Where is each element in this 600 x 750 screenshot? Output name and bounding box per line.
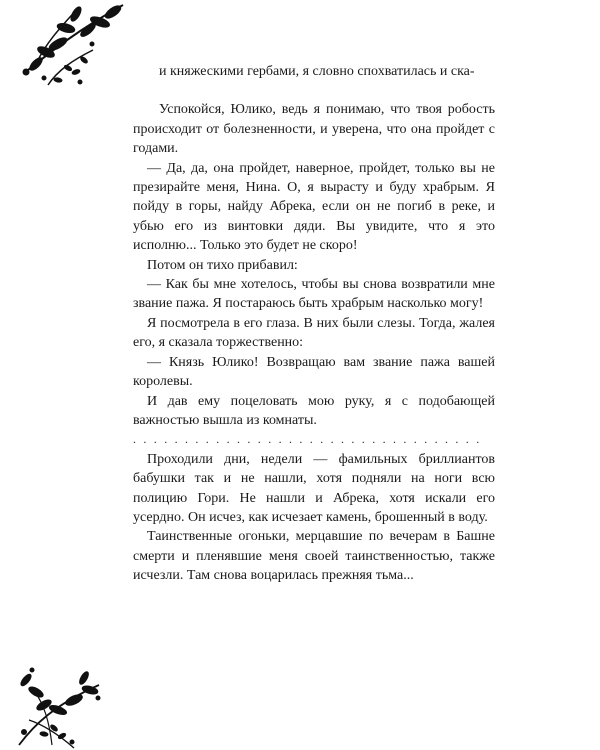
paragraph: Я посмотрела в его глаза. В них были слезы. Тогда, жалея его, я сказала торжественно: bbox=[133, 315, 495, 351]
paragraph: — Как бы мне хотелось, чтобы вы снова возвратили мне звание пажа. Я постараюсь быть храбрым насколько могу! bbox=[133, 277, 495, 312]
paragraph: и княжескими гербами, я словно спохватилась и ска- bbox=[159, 64, 475, 79]
section-divider-dots: . . . . . . . . . . . . . . . . . . . . . . . . . . . . . . . . . . bbox=[133, 432, 482, 447]
floral-ornament-bottom-icon bbox=[14, 650, 109, 750]
paragraph: Успокойся, Юлико, ведь я понимаю, что твоя робость происходит от болезненности, и уверена, что она пройдет с годами. bbox=[133, 102, 495, 157]
paragraph: Потом он тихо прибавил: bbox=[147, 257, 298, 273]
paragraph: И дав ему поцеловать мою руку, я с подобающей важностью вышла из комнаты. bbox=[133, 393, 495, 428]
paragraph: Таинственные огоньки, мерцавшие по вечерам в Башне смерти и пленявшие меня своей таинственностью, также исчезли. Там снова воцарилась прежняя тьма... bbox=[133, 529, 495, 584]
paragraph: Проходили дни, недели — фамильных бриллиантов бабушки так и не нашли, хотя подняли на ноги всю полицию Гори. Не нашли и Абрека, хотя искали его усердно. Он исчез, как исчезает камень, брошенный в воду. bbox=[133, 451, 495, 525]
page-text bbox=[133, 62, 495, 586]
paragraph: — Князь Юлико! Возвращаю вам звание пажа вашей королевы. bbox=[133, 354, 495, 390]
floral-ornament-top-icon bbox=[18, 0, 133, 92]
paragraph: — Да, да, она пройдет, наверное, пройдет, только вы не презирайте меня, Нина. О, я вырасту и буду храбрым. Я пойду в горы, найду Абрека, если он не погиб в реке, и убью его из винтовки дяди. Вы увидите, что я это исполню... Только это будет не скоро! bbox=[133, 160, 495, 254]
